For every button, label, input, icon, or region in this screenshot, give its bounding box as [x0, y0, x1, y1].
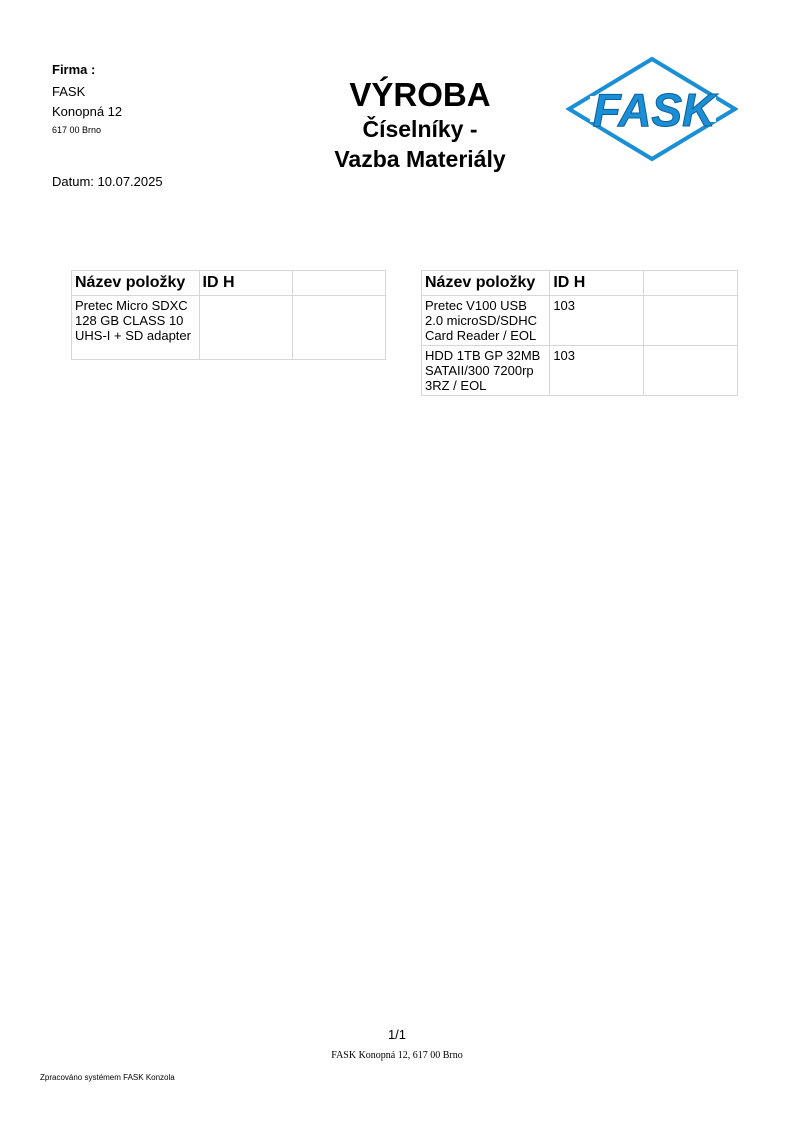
firm-name: FASK [52, 84, 86, 99]
page-title: VÝROBA [349, 76, 491, 113]
column-header-extra [644, 271, 738, 296]
firm-street: Konopná 12 [52, 104, 123, 119]
fask-logo-icon [566, 56, 738, 162]
column-header-name: Název položky [422, 271, 550, 296]
column-header-id: ID H [199, 271, 292, 296]
logo-text: FASK [592, 84, 716, 136]
cell-item-name: Pretec V100 USB 2.0 microSD/SDHC Card Reader / EOL [422, 296, 550, 346]
table-header-row [422, 271, 738, 296]
firm-label: Firma : [52, 62, 96, 77]
cell-extra [644, 296, 738, 346]
table-row [422, 296, 738, 346]
document-date: Datum: 10.07.2025 [52, 174, 163, 189]
materials-table-left [71, 270, 386, 360]
table-row [72, 296, 386, 360]
table-row [422, 346, 738, 396]
column-header-extra [292, 271, 385, 296]
processed-by-note: Zpracováno systémem FASK Konzola [40, 1073, 175, 1082]
column-header-name: Název položky [72, 271, 200, 296]
column-header-id: ID H [550, 271, 644, 296]
cell-id: 103 [550, 346, 644, 396]
cell-item-name: HDD 1TB GP 32MB SATAII/300 7200rp 3RZ / EOL [422, 346, 550, 396]
page-number: 1/1 [387, 1027, 407, 1042]
cell-id: 103 [550, 296, 644, 346]
materials-table-right [421, 270, 738, 396]
cell-extra [644, 346, 738, 396]
cell-item-name: Pretec Micro SDXC 128 GB CLASS 10 UHS-I + SD adapter [72, 296, 200, 360]
table-header-row [72, 271, 386, 296]
page-subtitle-line1: Číselníky - [362, 116, 478, 142]
cell-extra [292, 296, 385, 360]
fask-logo [566, 56, 738, 162]
page-subtitle-line2: Vazba Materiály [334, 146, 506, 172]
cell-id [199, 296, 292, 360]
firm-city: 617 00 Brno [52, 125, 102, 135]
footer-address: FASK Konopná 12, 617 00 Brno [331, 1050, 463, 1061]
